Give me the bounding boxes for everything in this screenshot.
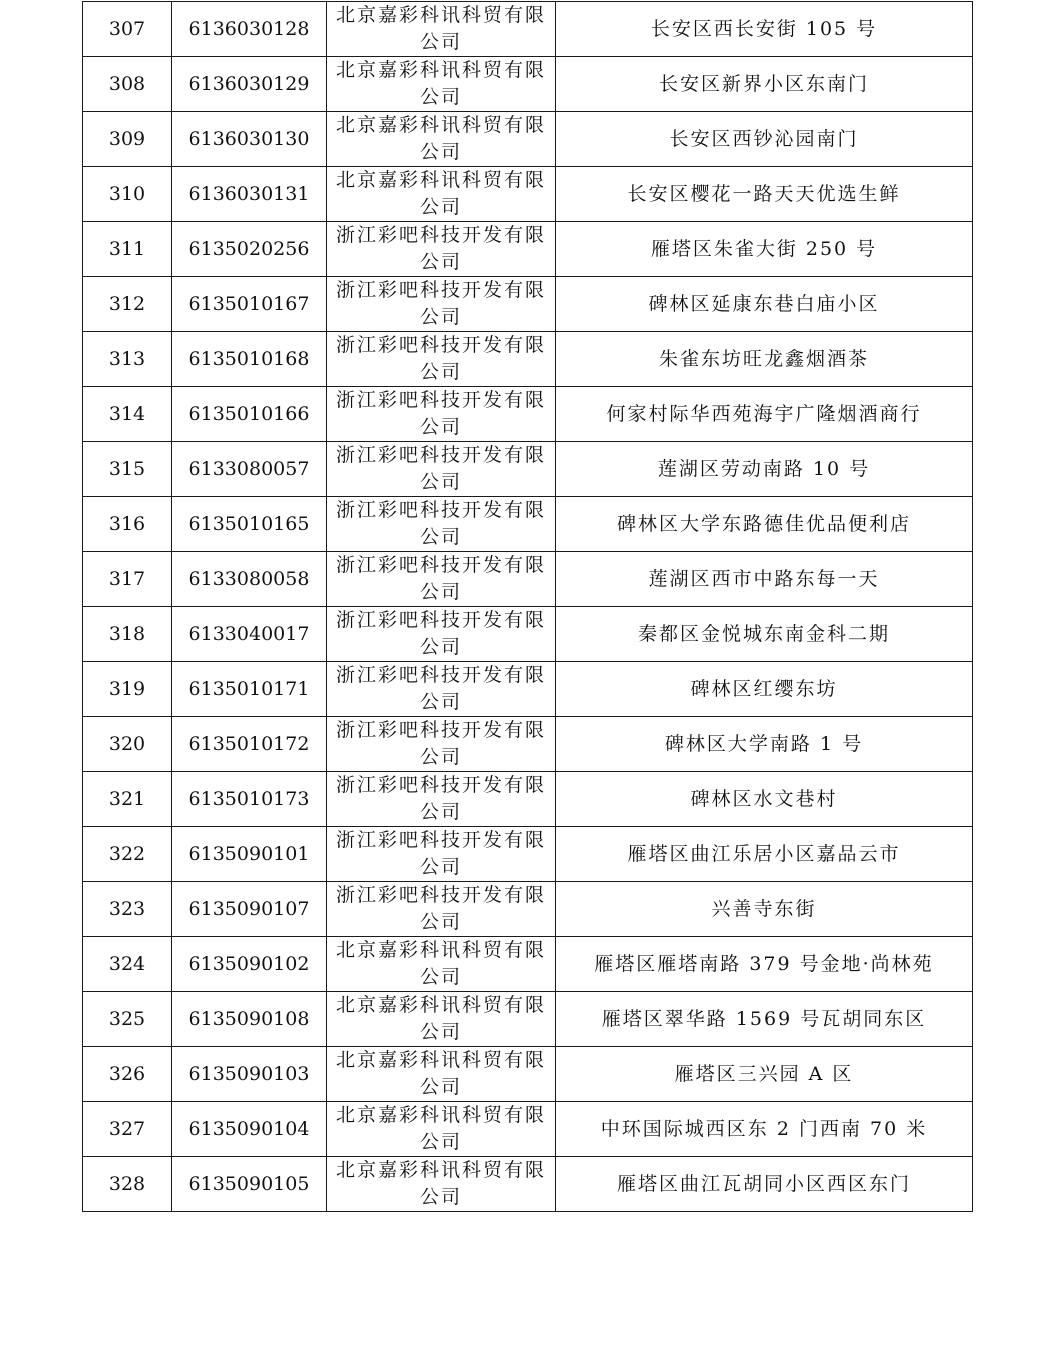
station-code-cell: 6135090101	[172, 827, 327, 882]
station-code-cell: 6135010171	[172, 662, 327, 717]
company-name-cell: 北京嘉彩科讯科贸有限公司	[327, 992, 556, 1047]
station-code-cell: 6135090103	[172, 1047, 327, 1102]
address-cell: 何家村际华西苑海宇广隆烟酒商行	[556, 387, 973, 442]
company-name-cell: 浙江彩吧科技开发有限公司	[327, 552, 556, 607]
row-number-cell: 307	[83, 2, 172, 57]
address-cell: 雁塔区三兴园 A 区	[556, 1047, 973, 1102]
company-name-cell: 浙江彩吧科技开发有限公司	[327, 497, 556, 552]
table-row	[83, 167, 973, 222]
row-number-cell: 316	[83, 497, 172, 552]
table-row	[83, 1102, 973, 1157]
company-name-cell: 浙江彩吧科技开发有限公司	[327, 332, 556, 387]
company-name-cell: 北京嘉彩科讯科贸有限公司	[327, 1157, 556, 1212]
station-code-cell: 6136030128	[172, 2, 327, 57]
row-number-cell: 322	[83, 827, 172, 882]
table-row	[83, 2, 973, 57]
table-row	[83, 387, 973, 442]
table-row	[83, 1047, 973, 1102]
address-cell: 雁塔区雁塔南路 379 号金地·尚林苑	[556, 937, 973, 992]
row-number-cell: 327	[83, 1102, 172, 1157]
station-code-cell: 6136030129	[172, 57, 327, 112]
row-number-cell: 326	[83, 1047, 172, 1102]
station-code-cell: 6135010166	[172, 387, 327, 442]
table-row	[83, 1157, 973, 1212]
address-cell: 碑林区大学南路 1 号	[556, 717, 973, 772]
station-code-cell: 6133080058	[172, 552, 327, 607]
address-cell: 雁塔区翠华路 1569 号瓦胡同东区	[556, 992, 973, 1047]
address-cell: 长安区樱花一路天天优选生鲜	[556, 167, 973, 222]
table-row	[83, 937, 973, 992]
table-row	[83, 717, 973, 772]
table-row	[83, 552, 973, 607]
row-number-cell: 314	[83, 387, 172, 442]
address-cell: 莲湖区劳动南路 10 号	[556, 442, 973, 497]
table-row	[83, 57, 973, 112]
station-code-cell: 6135090108	[172, 992, 327, 1047]
company-name-cell: 浙江彩吧科技开发有限公司	[327, 277, 556, 332]
address-cell: 雁塔区曲江瓦胡同小区西区东门	[556, 1157, 973, 1212]
address-cell: 碑林区红缨东坊	[556, 662, 973, 717]
row-number-cell: 328	[83, 1157, 172, 1212]
address-cell: 碑林区水文巷村	[556, 772, 973, 827]
table-row	[83, 442, 973, 497]
address-cell: 碑林区延康东巷白庙小区	[556, 277, 973, 332]
address-cell: 长安区新界小区东南门	[556, 57, 973, 112]
table-row	[83, 112, 973, 167]
address-cell: 雁塔区曲江乐居小区嘉品云市	[556, 827, 973, 882]
address-cell: 长安区西长安街 105 号	[556, 2, 973, 57]
station-code-cell: 6135010168	[172, 332, 327, 387]
row-number-cell: 324	[83, 937, 172, 992]
row-number-cell: 313	[83, 332, 172, 387]
station-code-cell: 6135010173	[172, 772, 327, 827]
company-name-cell: 北京嘉彩科讯科贸有限公司	[327, 112, 556, 167]
address-cell: 秦都区金悦城东南金科二期	[556, 607, 973, 662]
table-row	[83, 662, 973, 717]
company-name-cell: 北京嘉彩科讯科贸有限公司	[327, 1102, 556, 1157]
company-name-cell: 北京嘉彩科讯科贸有限公司	[327, 1047, 556, 1102]
station-code-cell: 6135090105	[172, 1157, 327, 1212]
company-name-cell: 北京嘉彩科讯科贸有限公司	[327, 2, 556, 57]
row-number-cell: 310	[83, 167, 172, 222]
row-number-cell: 311	[83, 222, 172, 277]
company-name-cell: 北京嘉彩科讯科贸有限公司	[327, 57, 556, 112]
address-cell: 莲湖区西市中路东每一天	[556, 552, 973, 607]
records-table	[82, 1, 973, 1212]
station-code-cell: 6133080057	[172, 442, 327, 497]
table-row	[83, 882, 973, 937]
company-name-cell: 浙江彩吧科技开发有限公司	[327, 717, 556, 772]
table-row	[83, 332, 973, 387]
table-row	[83, 772, 973, 827]
row-number-cell: 321	[83, 772, 172, 827]
address-cell: 兴善寺东街	[556, 882, 973, 937]
address-cell: 中环国际城西区东 2 门西南 70 米	[556, 1102, 973, 1157]
company-name-cell: 浙江彩吧科技开发有限公司	[327, 662, 556, 717]
address-cell: 碑林区大学东路德佳优品便利店	[556, 497, 973, 552]
company-name-cell: 浙江彩吧科技开发有限公司	[327, 827, 556, 882]
company-name-cell: 浙江彩吧科技开发有限公司	[327, 222, 556, 277]
row-number-cell: 320	[83, 717, 172, 772]
company-name-cell: 浙江彩吧科技开发有限公司	[327, 772, 556, 827]
station-code-cell: 6135010172	[172, 717, 327, 772]
station-code-cell: 6135090102	[172, 937, 327, 992]
row-number-cell: 317	[83, 552, 172, 607]
row-number-cell: 308	[83, 57, 172, 112]
row-number-cell: 319	[83, 662, 172, 717]
table-row	[83, 497, 973, 552]
address-cell: 朱雀东坊旺龙鑫烟酒茶	[556, 332, 973, 387]
station-code-cell: 6135090104	[172, 1102, 327, 1157]
row-number-cell: 323	[83, 882, 172, 937]
station-code-cell: 6136030131	[172, 167, 327, 222]
station-code-cell: 6135010165	[172, 497, 327, 552]
station-code-cell: 6135010167	[172, 277, 327, 332]
table-row	[83, 277, 973, 332]
company-name-cell: 北京嘉彩科讯科贸有限公司	[327, 167, 556, 222]
row-number-cell: 325	[83, 992, 172, 1047]
company-name-cell: 浙江彩吧科技开发有限公司	[327, 882, 556, 937]
company-name-cell: 浙江彩吧科技开发有限公司	[327, 387, 556, 442]
company-name-cell: 浙江彩吧科技开发有限公司	[327, 442, 556, 497]
row-number-cell: 309	[83, 112, 172, 167]
row-number-cell: 315	[83, 442, 172, 497]
address-cell: 雁塔区朱雀大街 250 号	[556, 222, 973, 277]
table-row	[83, 222, 973, 277]
company-name-cell: 北京嘉彩科讯科贸有限公司	[327, 937, 556, 992]
station-code-cell: 6135020256	[172, 222, 327, 277]
row-number-cell: 312	[83, 277, 172, 332]
records-table-body	[83, 2, 973, 1212]
station-code-cell: 6135090107	[172, 882, 327, 937]
address-cell: 长安区西钞沁园南门	[556, 112, 973, 167]
table-row	[83, 607, 973, 662]
station-code-cell: 6133040017	[172, 607, 327, 662]
table-row	[83, 827, 973, 882]
table-row	[83, 992, 973, 1047]
row-number-cell: 318	[83, 607, 172, 662]
station-code-cell: 6136030130	[172, 112, 327, 167]
company-name-cell: 浙江彩吧科技开发有限公司	[327, 607, 556, 662]
